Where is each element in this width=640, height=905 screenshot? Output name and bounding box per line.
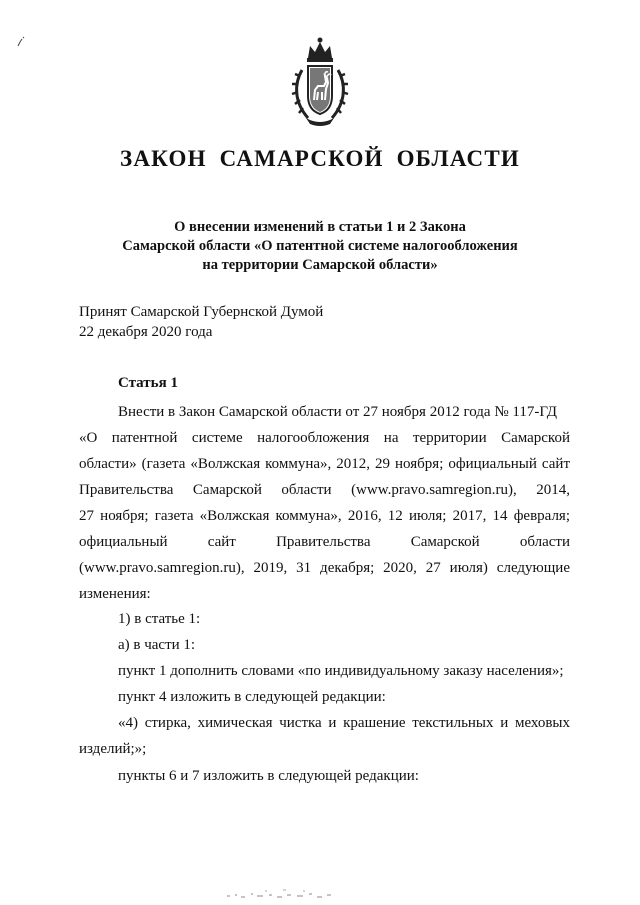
body-line: области» (газета «Волжская коммуна», 2012, 29 ноября; официальный сайт [79,456,570,472]
subtitle-line: Самарской области «О патентной системе налогообложения [122,238,518,254]
coat-of-arms-samara-icon [288,34,352,128]
body-line: пункт 4 изложить в следующей редакции: [118,689,386,705]
body-line: 27 ноября; газета «Волжская коммуна», 2016, 12 июля; 2017, 14 февраля; [79,508,570,524]
adoption-info [79,302,323,342]
scan-artifact [225,888,335,900]
body-line: (www.pravo.samregion.ru), 2019, 31 декабря; 2020, 27 июля) следующие [79,560,570,576]
law-title: ЗАКОН САМАРСКОЙ ОБЛАСТИ [120,146,520,171]
adopted-date: 22 декабря 2020 года [79,324,213,340]
adopted-by: Принят Самарской Губернской Думой [79,304,324,320]
body-line: изделий;»; [79,741,147,757]
body-line: официальный сайт Правительства Самарской области [79,534,570,550]
subtitle-line: на территории Самарской области» [202,257,438,273]
body-line: «О патентной системе налогообложения на территории Самарской [79,430,570,446]
body-line: изменения: [79,586,151,602]
body-line: пункт 1 дополнить словами «по индивидуальному заказу населения»; [118,663,564,679]
body-line: Правительства Самарской области (www.pravo.samregion.ru), 2014, [79,482,570,498]
subtitle-line: О внесении изменений в статьи 1 и 2 Закона [174,219,466,235]
article-heading: Статья 1 [118,375,178,391]
scan-mark [16,36,26,48]
body-line: пункты 6 и 7 изложить в следующей редакции: [118,768,419,784]
body-line: Внести в Закон Самарской области от 27 ноября 2012 года № 117-ГД [118,404,557,420]
body-line: а) в части 1: [118,637,196,653]
body-line: «4) стирка, химическая чистка и крашение текстильных и меховых [118,715,570,731]
law-subtitle [80,218,560,275]
body-line: 1) в статье 1: [118,611,201,627]
